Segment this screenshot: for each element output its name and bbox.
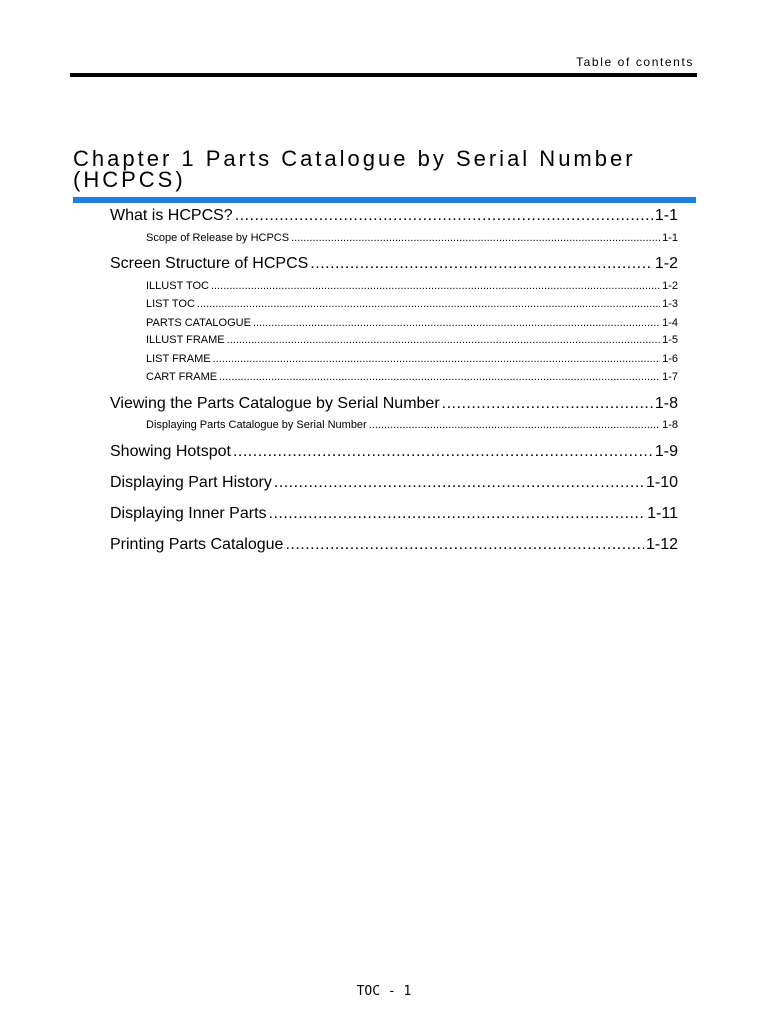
toc-subentry[interactable] xyxy=(146,353,678,365)
dot-leader xyxy=(211,280,660,292)
dot-leader xyxy=(274,474,644,492)
header-rule xyxy=(70,73,697,77)
toc-entry-label: Showing Hotspot xyxy=(110,443,231,460)
toc-entry-label: Displaying Parts Catalogue by Serial Number xyxy=(146,419,367,431)
toc-entry-label: LIST FRAME xyxy=(146,353,211,365)
toc-entry-label: Screen Structure of HCPCS xyxy=(110,255,309,272)
dot-leader xyxy=(269,505,646,523)
toc-subentry[interactable] xyxy=(146,371,678,383)
toc-entry-label: ILLUST FRAME xyxy=(146,334,225,346)
toc-entry-page: 1-10 xyxy=(645,474,678,491)
dot-leader xyxy=(442,395,653,413)
toc-entry[interactable] xyxy=(110,536,678,554)
toc-entry[interactable] xyxy=(110,505,678,523)
toc-entry-page: 1-7 xyxy=(662,371,678,383)
toc-subentry[interactable] xyxy=(146,232,678,244)
toc-subentry[interactable] xyxy=(146,280,678,292)
running-header: Table of contents xyxy=(576,55,694,69)
toc-entry-label: What is HCPCS? xyxy=(110,207,233,224)
toc-entry[interactable] xyxy=(110,443,678,461)
toc-entry-page: 1-5 xyxy=(662,334,678,346)
toc-entry-page: 1-9 xyxy=(654,443,678,460)
toc-entry[interactable] xyxy=(110,207,678,225)
toc-entry-page: 1-6 xyxy=(662,353,678,365)
dot-leader xyxy=(253,317,660,329)
toc-entry-label: Viewing the Parts Catalogue by Serial Number xyxy=(110,395,440,412)
dot-leader xyxy=(219,371,660,383)
dot-leader xyxy=(233,443,653,461)
dot-leader xyxy=(291,232,660,244)
toc-subentry[interactable] xyxy=(146,334,678,346)
dot-leader xyxy=(213,353,661,365)
toc-entry-page: 1-2 xyxy=(654,255,678,272)
toc-entry-page: 1-4 xyxy=(662,317,678,329)
toc-entry-label: Displaying Part History xyxy=(110,474,272,491)
dot-leader xyxy=(310,255,653,273)
toc-entry-page: 1-8 xyxy=(654,395,678,412)
dot-leader xyxy=(227,334,660,346)
toc-entry-page: 1-11 xyxy=(647,505,678,522)
page-number: TOC - 1 xyxy=(356,984,412,999)
chapter-rule xyxy=(73,197,696,203)
toc-entry-page: 1-1 xyxy=(654,207,678,224)
toc-subentry[interactable] xyxy=(146,298,678,310)
toc-entry[interactable] xyxy=(110,474,678,492)
toc-entry-page: 1-12 xyxy=(645,536,678,553)
toc-entry-page: 1-3 xyxy=(662,298,678,310)
toc-entry-label: Scope of Release by HCPCS xyxy=(146,232,290,244)
toc-entry-label: Displaying Inner Parts xyxy=(110,505,267,522)
toc-entry[interactable] xyxy=(110,255,678,273)
toc-subentry[interactable] xyxy=(146,419,678,431)
toc-entry-page: 1-2 xyxy=(662,280,678,292)
toc-entry-label: LIST TOC xyxy=(146,298,195,310)
dot-leader xyxy=(197,298,660,310)
toc-entry-label: PARTS CATALOGUE xyxy=(146,317,251,329)
chapter-title: Chapter 1 Parts Catalogue by Serial Number (HCPCS) xyxy=(73,146,636,192)
toc-entry-page: 1-1 xyxy=(662,232,678,244)
toc-entry-page: 1-8 xyxy=(662,419,678,431)
toc-entry[interactable] xyxy=(110,395,678,413)
dot-leader xyxy=(285,536,644,554)
toc-entry-label: CART FRAME xyxy=(146,371,218,383)
toc-subentry[interactable] xyxy=(146,317,678,329)
toc-entry-label: ILLUST TOC xyxy=(146,280,209,292)
dot-leader xyxy=(369,419,660,431)
toc-entry-label: Printing Parts Catalogue xyxy=(110,536,284,553)
dot-leader xyxy=(235,207,653,225)
